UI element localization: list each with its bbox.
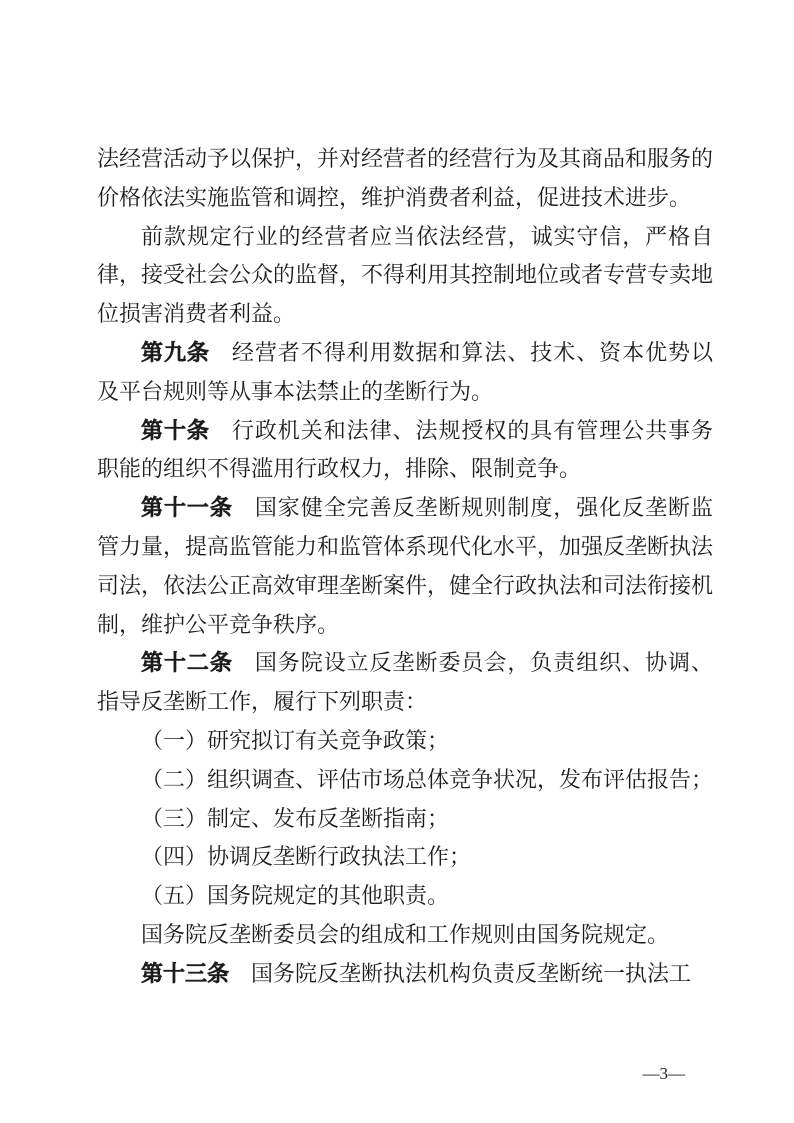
article-text: 国务院设立反垄断委员会，负责组织、协调、指导反垄断工作，履行下列职责： [97, 650, 713, 715]
paragraph: 法经营活动予以保护，并对经营者的经营行为及其商品和服务的价格依法实施监管和调控，维护消费者利益，促进技术进步。 [97, 146, 714, 210]
paragraph [97, 334, 713, 412]
paragraph: （三）制定、发布反垄断指南； [141, 805, 450, 831]
article-number-label: 第九条 [141, 339, 210, 365]
paragraph [97, 644, 713, 722]
article-number-label: 第十一条 [141, 495, 233, 521]
article-number-label: 第十条 [141, 417, 210, 443]
paragraph: （二）组织调查、评估市场总体竞争状况，发布评估报告； [141, 766, 714, 792]
document-body [97, 140, 713, 994]
article-text: 行政机关和法律、法规授权的具有管理公共事务职能的组织不得滥用行政权力，排除、限制竞争。 [97, 417, 713, 482]
paragraph [97, 955, 713, 994]
article-number-label: 第十三条 [141, 960, 230, 986]
paragraph [97, 412, 713, 490]
paragraph [97, 489, 713, 644]
article-number-label: 第十二条 [141, 650, 233, 676]
paragraph: 国务院反垄断委员会的组成和工作规则由国务院规定。 [141, 921, 670, 947]
article-text: 国务院反垄断执法机构负责反垄断统一执法工 [251, 960, 692, 986]
article-text: 经营者不得利用数据和算法、技术、资本优势以及平台规则等从事本法禁止的垄断行为。 [97, 339, 713, 404]
paragraph: （五）国务院规定的其他职责。 [141, 883, 450, 909]
page-number: —3— [642, 1064, 685, 1083]
paragraph: （一）研究拟订有关竞争政策； [141, 727, 450, 753]
paragraph: （四）协调反垄断行政执法工作； [141, 844, 472, 870]
article-text: 国家健全完善反垄断规则制度，强化反垄断监管力量，提高监管能力和监管体系现代化水平，加强反垄断执法司法，依法公正高效审理垄断案件，健全行政执法和司法衔接机制，维护公平竞争秩序。 [97, 495, 714, 637]
paragraph: 前款规定行业的经营者应当依法经营，诚实守信，严格自律，接受社会公众的监督，不得利用其控制地位或者专营专卖地位损害消费者利益。 [97, 223, 714, 327]
